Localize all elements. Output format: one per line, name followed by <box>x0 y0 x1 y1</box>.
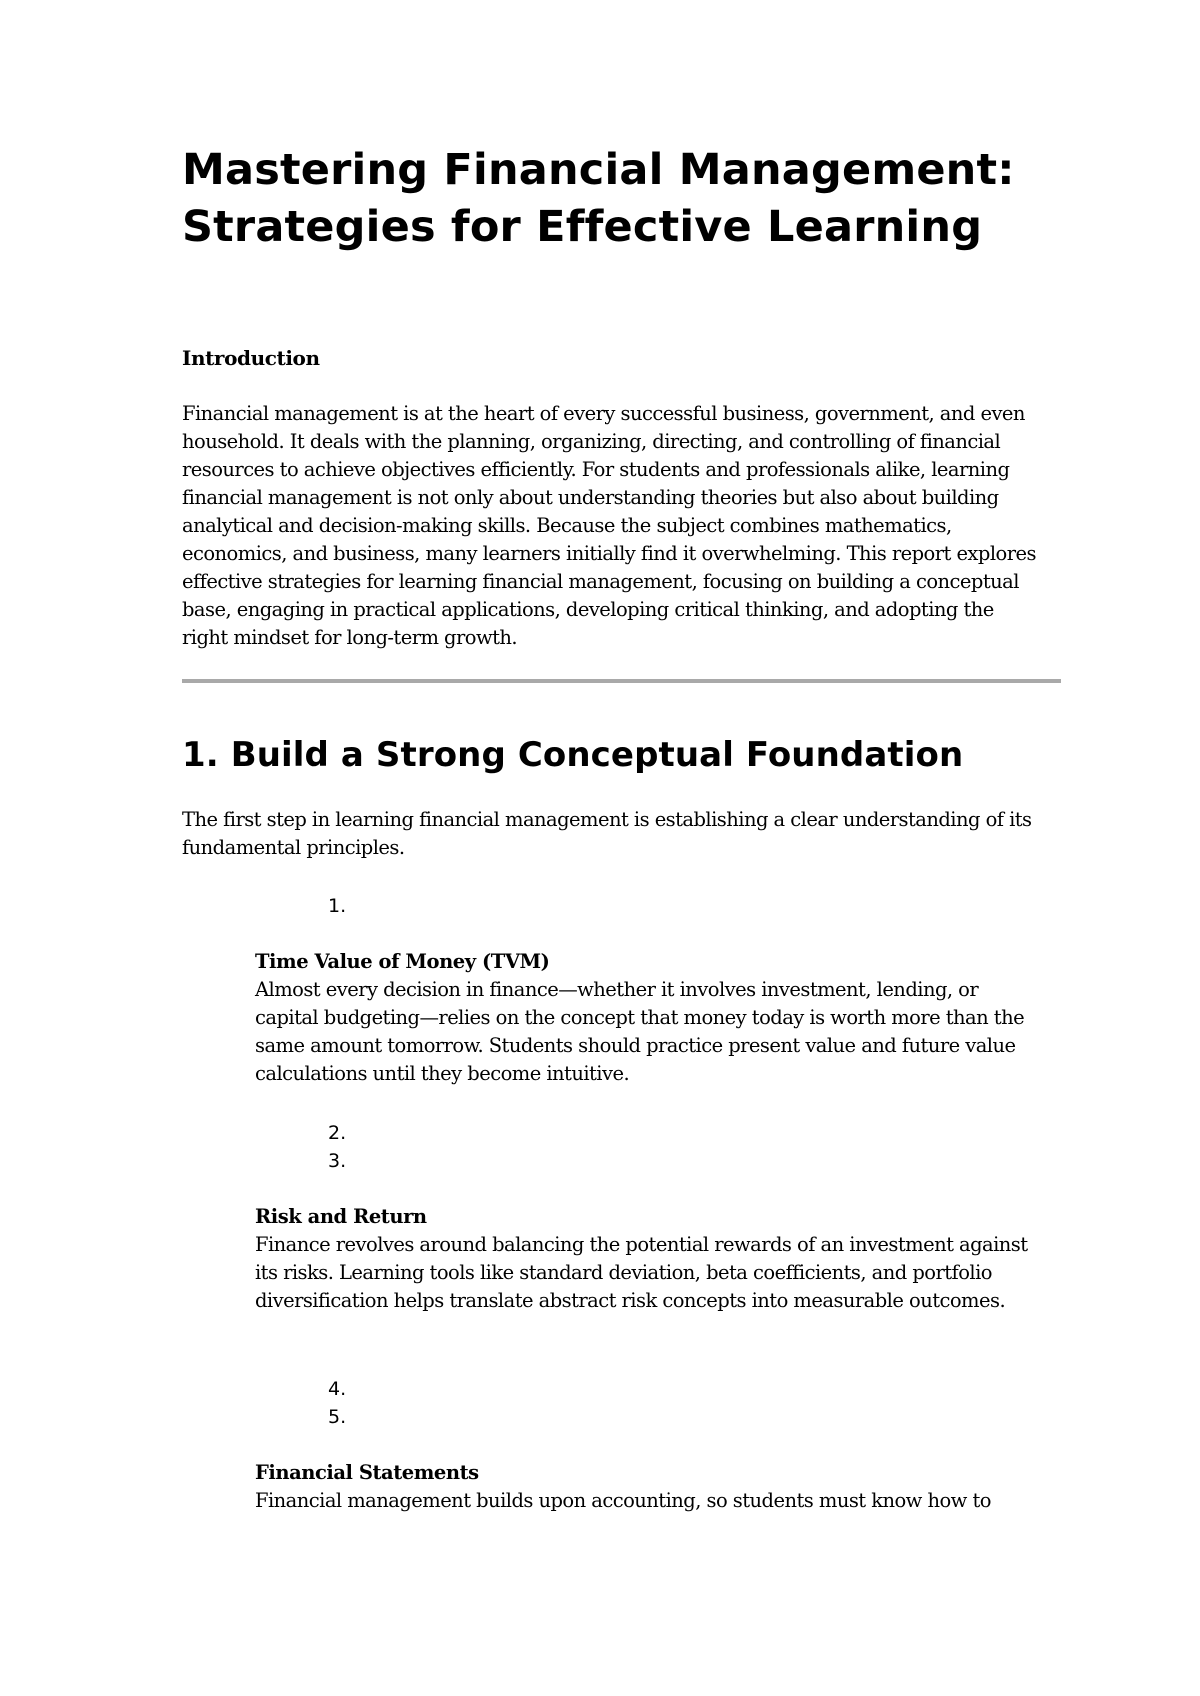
document-title: Mastering Financial Management: Strategies for Effective Learning <box>182 145 1015 252</box>
list-item-financial-statements <box>255 1459 1045 1515</box>
list-item-text: Almost every decision in finance—whether it involves investment, lending, or capital budgeting—relies on the concept that money today is worth more than the same amount tomorrow. Students should practice present value and future value calculations until they become intuitive. <box>255 978 1025 1085</box>
list-item-title: Financial Statements <box>255 1461 479 1484</box>
list-item-risk-return <box>255 1203 1045 1315</box>
section-1-heading: 1. Build a Strong Conceptual Foundation <box>182 735 964 775</box>
list-number: 4. <box>328 1378 347 1400</box>
list-item-text: Finance revolves around balancing the potential rewards of an investment against its risks. Learning tools like standard deviation, beta coefficients, and portfolio diversification helps translate abstract risk concepts into measurable outcomes. <box>255 1233 1028 1312</box>
list-number: 3. <box>328 1150 347 1172</box>
list-number: 5. <box>328 1406 347 1428</box>
list-item-title: Time Value of Money (TVM) <box>255 950 550 973</box>
section-1-intro-paragraph: The first step in learning financial management is establishing a clear understanding of its fundamental principles. <box>182 808 1032 859</box>
introduction-paragraph: Financial management is at the heart of every successful business, government, and even household. It deals with the planning, organizing, directing, and controlling of financial resources to achieve objectives efficiently. For students and professionals alike, learning financial management is not only about understanding theories but also about building analytical and decision-making skills. Because the subject combines mathematics, economics, and business, many learners initially find it overwhelming. This report explores effective strategies for learning financial management, focusing on building a conceptual base, engaging in practical applications, developing critical thinking, and adopting the right mindset for long-term growth. <box>182 402 1036 649</box>
horizontal-divider <box>182 679 1061 683</box>
list-number: 2. <box>328 1122 347 1144</box>
introduction-heading: Introduction <box>182 346 320 370</box>
list-item-text: Financial management builds upon accounting, so students must know how to <box>255 1489 991 1512</box>
list-item-tvm <box>255 948 1045 1088</box>
list-item-title: Risk and Return <box>255 1205 427 1228</box>
list-number: 1. <box>328 895 347 917</box>
